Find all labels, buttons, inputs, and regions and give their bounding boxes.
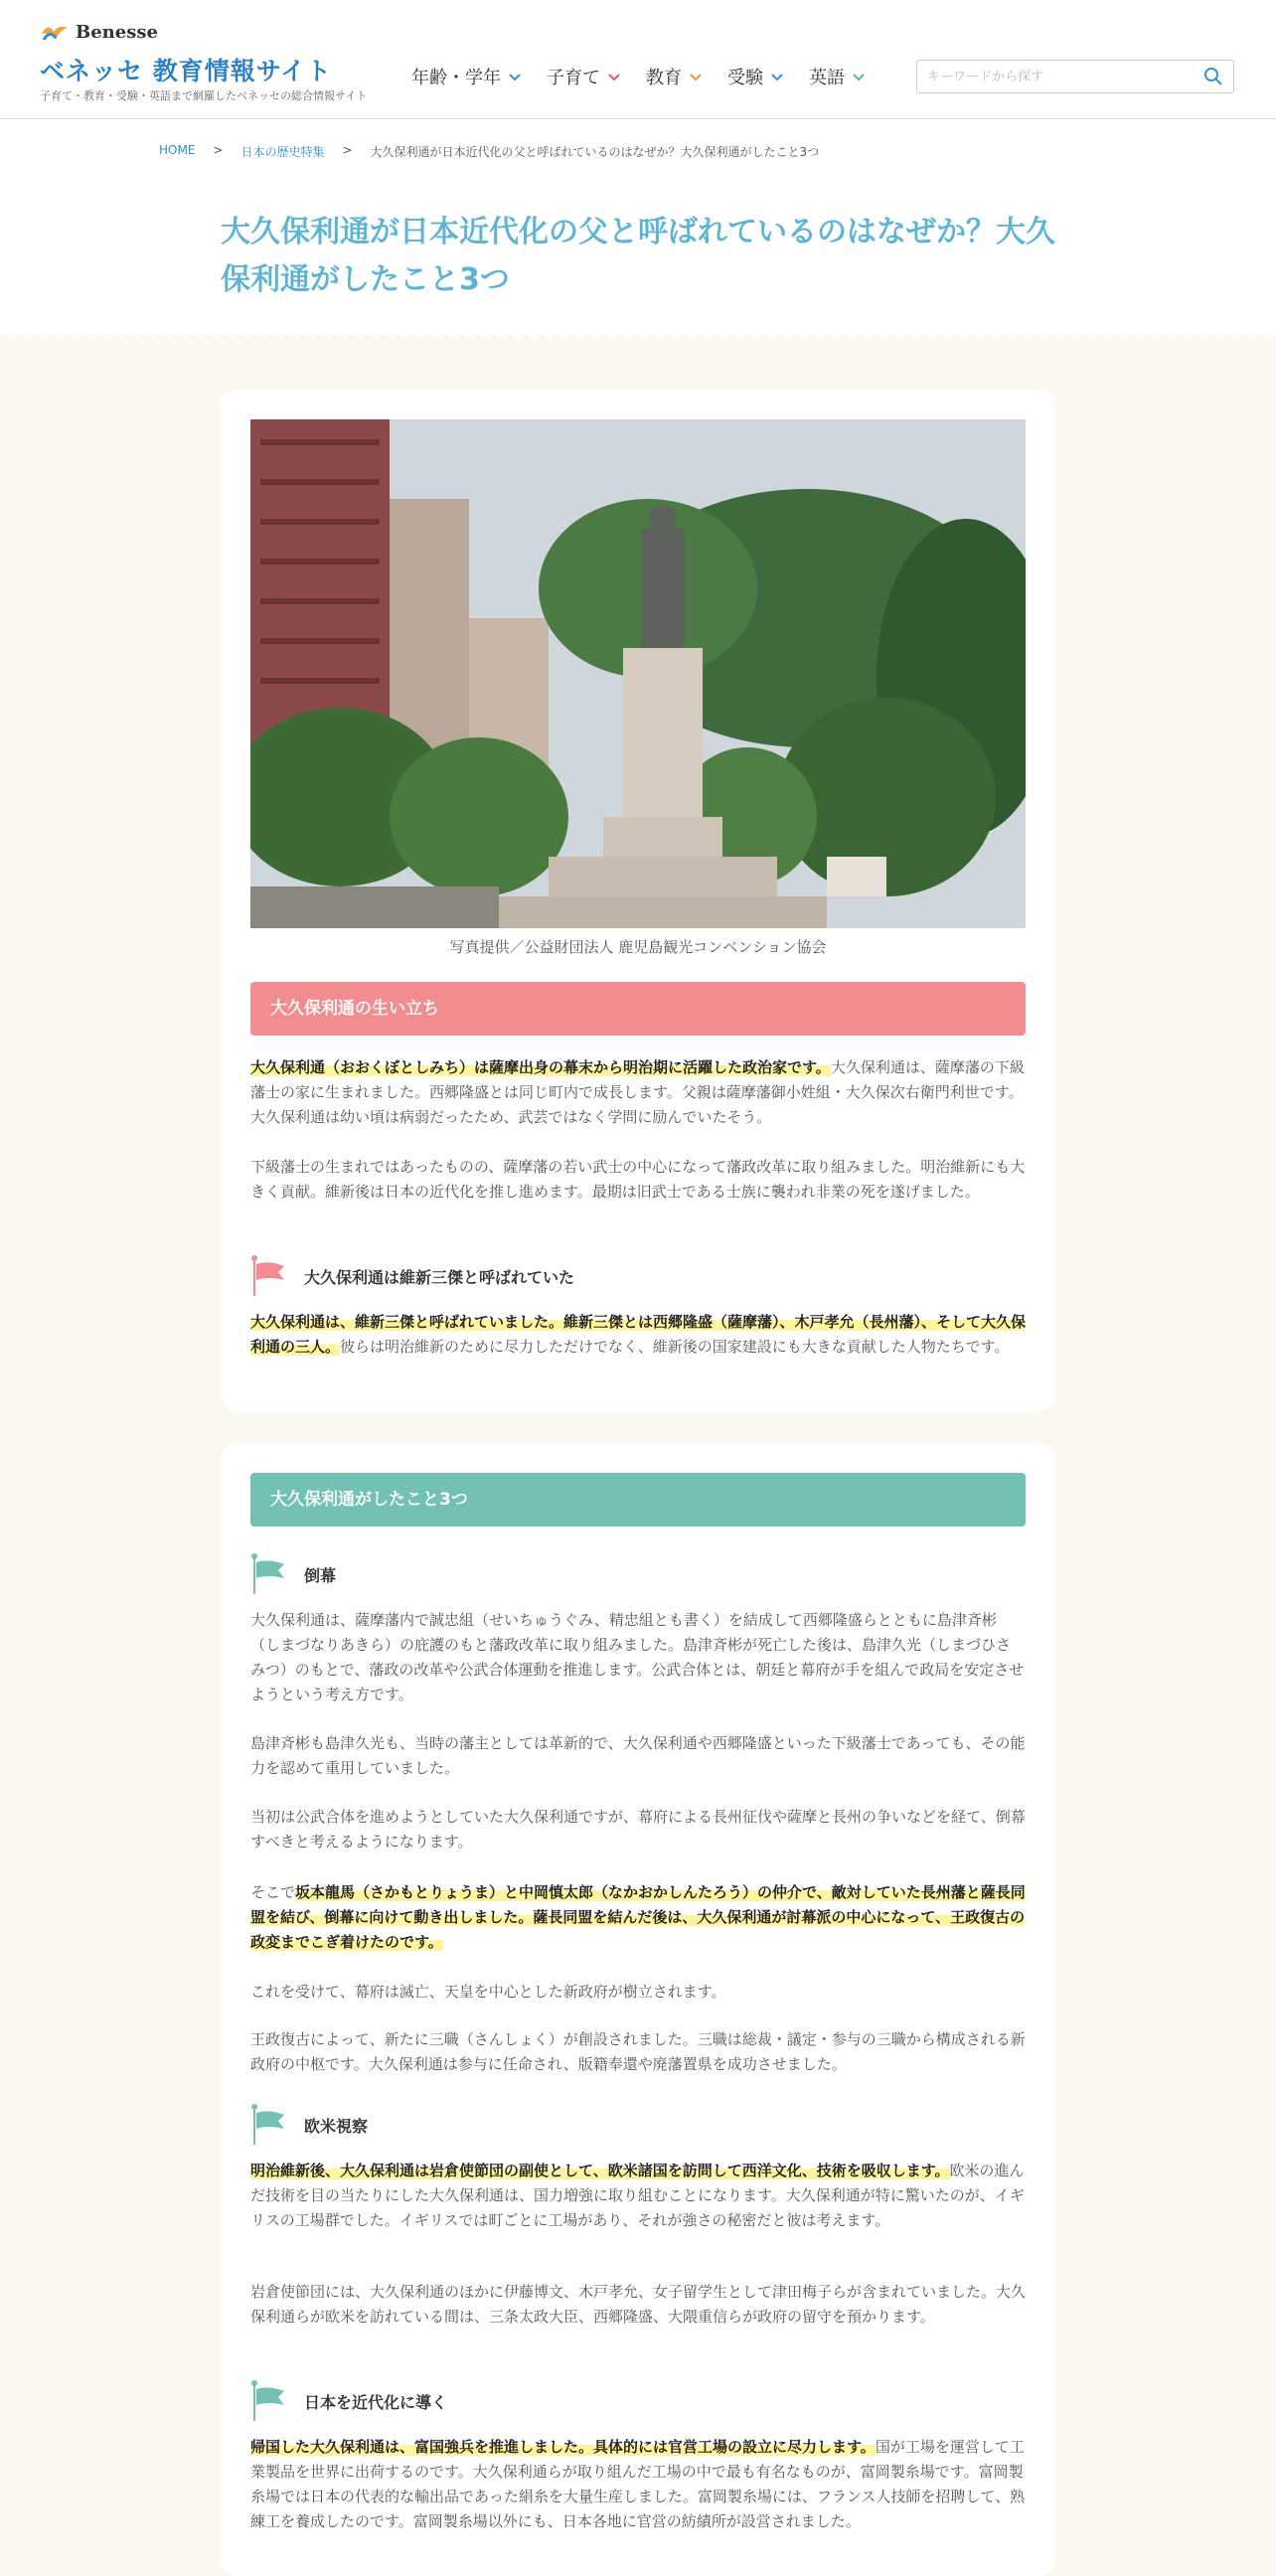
nav-label: 年齢・学年 [411, 68, 501, 88]
chevron-down-icon [608, 71, 620, 82]
breadcrumb-separator: > [213, 143, 224, 157]
paragraph-text: 国が工場を運営して工業製品を世界に出荷するのです。大久保利通らが取り組んだ工場の中で最も有名なものが、富岡製糸場です。富岡製糸場では日本の代表的な輸出品であった絹糸を大量生産しました。富岡製糸場には、フランス人技師を招聘して、熟練工を養成したのです。富岡製糸場以外にも、日本各地に官営の紡績所が設営されました。 [250, 2438, 1026, 2530]
article-card-achievements [221, 1443, 1055, 2576]
article-card-profile [221, 390, 1055, 1411]
highlight-text: 大久保利通は、維新三傑と呼ばれていました。維新三傑とは西郷隆盛（薩摩藩）、木戸孝允（長州藩）、そして大久保利通の三人。 [250, 1313, 1027, 1356]
subheading-text: 欧米視察 [304, 2116, 369, 2136]
highlight-text: 明治維新後、大久保利通は岩倉使節団の副使として、欧米諸国を訪問して西洋文化、技術を吸収します。 [250, 2162, 950, 2179]
paragraph: 下級藩士の生まれではあったものの、薩摩藩の若い武士の中心になって藩政改革に取り組みました。明治維新にも大きく貢献。維新後は日本の近代化を推し進めます。最期は旧武士である士族に襲われ非業の死を遂げました。 [250, 1158, 1026, 1201]
paragraph [250, 1055, 1026, 1130]
paragraph: 当初は公武合体を進めようとしていた大久保利通ですが、幕府による長州征伐や薩摩と長州の争いなどを経て、倒幕すべきと考えるようになります。 [250, 1808, 1026, 1851]
breadcrumb-separator: > [342, 143, 353, 157]
chevron-down-icon [771, 71, 783, 82]
breadcrumb-current: 大久保利通が日本近代化の父と呼ばれているのはなぜか？大久保利通がしたこと3つ [370, 145, 820, 159]
photo-caption: 写真提供／公益財団法人 鹿児島観光コンベンション協会 [449, 938, 827, 956]
chevron-down-icon [509, 71, 521, 82]
paragraph: 島津斉彬も島津久光も、当時の藩主としては革新的で、大久保利通や西郷隆盛といった下級藩士であっても、その能力を認めて重用していました。 [250, 1734, 1026, 1777]
paragraph-text: 大久保利通は、薩摩藩の下級藩士の家に生まれました。西郷隆盛とは同じ町内で成長します。父親は薩摩藩御小姓組・大久保次右衛門利世です。大久保利通は幼い頃は病弱だったため、武芸ではなく学問に励んでいたそう。 [250, 1058, 1025, 1126]
search-icon[interactable] [1203, 67, 1223, 86]
nav-label: 教育 [646, 68, 682, 88]
breadcrumb-home[interactable]: HOME [159, 143, 196, 157]
paragraph: 岩倉使節団には、大久保利通のほかに伊藤博文、木戸孝允、女子留学生として津田梅子らが含まれていました。大久保利通らが欧米を訪れている間は、三条太政大臣、西郷隆盛、大隈重信らが政府の留守を預かります。 [250, 2283, 1027, 2326]
statue-photo [250, 419, 1026, 928]
breadcrumb [159, 143, 819, 160]
paragraph [250, 2159, 1026, 2233]
highlight-text: 坂本龍馬（さかもとりょうま）と中岡慎太郎（なかおかしんたろう）の仲介で、敵対していた長州藩と薩長同盟を結び、倒幕に向けて動き出しました。薩長同盟を結んだ後は、大久保利通が討幕派の中心になって、王政復古の政変までこぎ着けたのです。 [250, 1883, 1026, 1951]
chevron-down-icon [853, 71, 865, 82]
paragraph [250, 1310, 1026, 1360]
subheading-western-tour [250, 2103, 368, 2147]
nav-exam[interactable] [727, 64, 783, 89]
site-tagline: 子育て・教育・受験・英語まで網羅したベネッセの総合情報サイト [40, 89, 368, 102]
site-header [0, 0, 1276, 119]
flag-icon [250, 2103, 290, 2147]
nav-age-grade[interactable] [411, 64, 521, 89]
highlight-text: 帰国した大久保利通は、富国強兵を推進しました。具体的には官営工場の設立に尽力します。 [250, 2438, 876, 2456]
nav-label: 英語 [809, 68, 845, 88]
paragraph-text: 欧米の進んだ技術を目の当たりにした大久保利通は、国力増強に取り組むことになります。大久保利通が特に驚いたのが、イギリスの工場群でした。イギリスでは町ごとに工場があり、それが強さの秘密だと彼は考えます。 [250, 2162, 1025, 2229]
section-heading-achievements: 大久保利通がしたこと3つ [250, 1473, 1026, 1527]
paragraph: これを受けて、幕府は滅亡、天皇を中心とした新政府が樹立されます。 [250, 1983, 726, 2001]
benesse-bird-icon [40, 20, 70, 44]
benesse-logo[interactable] [40, 20, 158, 44]
section-heading-profile: 大久保利通の生い立ち [250, 982, 1026, 1036]
global-nav [411, 64, 865, 89]
nav-education[interactable] [646, 64, 702, 89]
paragraph: 王政復古によって、新たに三職（さんしょく）が創設されました。三職は総裁・議定・参与の三職から構成される新政府の中枢です。大久保利通は参与に任命され、版籍奉還や廃藩置県を成功させました。 [250, 2030, 1026, 2073]
page-title: 大久保利通が日本近代化の父と呼ばれているのはなぜか？大久保利通がしたこと3つ [221, 215, 1055, 297]
search-box [916, 60, 1234, 93]
flag-icon [250, 1254, 290, 1298]
subheading-text: 日本を近代化に導く [304, 2392, 448, 2412]
nav-parenting[interactable] [547, 64, 620, 89]
flag-icon [250, 2379, 290, 2423]
paragraph [250, 1880, 1026, 1955]
subheading-three-heroes [250, 1254, 574, 1298]
paragraph [250, 2435, 1026, 2534]
okubo-statue-image [250, 419, 1026, 928]
flag-icon [250, 1552, 290, 1596]
site-name[interactable]: ベネッセ 教育情報サイト [40, 57, 332, 85]
brand-name: Benesse [76, 21, 158, 43]
paragraph-text: そこで [250, 1883, 296, 1901]
paragraph-text: 彼らは明治維新のために尽力しただけでなく、維新後の国家建設にも大きな貢献した人物たちです。 [340, 1338, 1010, 1356]
subheading-text: 倒幕 [304, 1565, 337, 1585]
chevron-down-icon [690, 71, 702, 82]
breadcrumb-category[interactable]: 日本の歴史特集 [240, 145, 325, 159]
highlight-text: 大久保利通（おおくぼとしみち）は薩摩出身の幕末から明治期に活躍した政治家です。 [250, 1058, 831, 1076]
search-input[interactable] [927, 70, 1203, 84]
nav-label: 子育て [547, 68, 600, 88]
nav-english[interactable] [809, 64, 865, 89]
subheading-modernization [250, 2379, 447, 2423]
paragraph: 大久保利通は、薩摩藩内で誠忠組（せいちゅうぐみ、精忠組とも書く）を結成して西郷隆盛らとともに島津斉彬（しまづなりあきら）の庇護のもと藩政改革に取り組みました。島津斉彬が死亡した後は、島津久光（しまづひさみつ）のもとで、藩政の改革や公武合体運動を推進します。公武合体とは、朝廷と幕府が手を組んで政局を安定させようという考え方です。 [250, 1611, 1025, 1703]
subheading-text: 大久保利通は維新三傑と呼ばれていた [304, 1267, 575, 1287]
subheading-overthrow [250, 1552, 336, 1596]
nav-label: 受験 [727, 68, 763, 88]
